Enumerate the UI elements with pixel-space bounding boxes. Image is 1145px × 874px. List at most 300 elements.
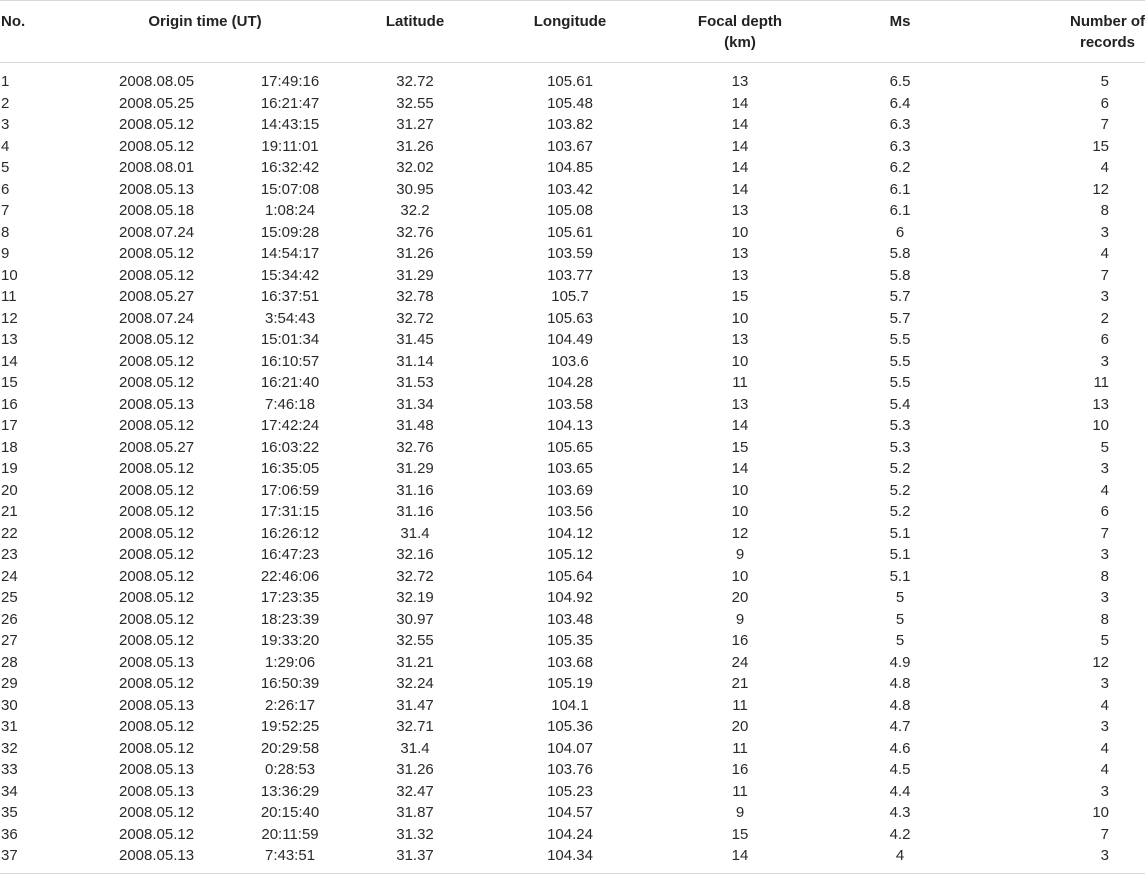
cell-records: 3: [1100, 288, 1110, 305]
cell-records: 8: [1100, 567, 1110, 585]
cell-time: 13:36:29: [260, 782, 320, 800]
cell-records: 4: [1100, 159, 1110, 176]
cell-latitude: 32.72: [396, 309, 434, 327]
cell-longitude: 104.57: [547, 804, 593, 821]
cell-no: 9: [1, 245, 10, 262]
cell-longitude: 103.68: [547, 653, 593, 671]
cell-latitude: 31.29: [396, 266, 434, 284]
cell-no: 8: [1, 223, 10, 241]
cell-records: 5: [1100, 73, 1110, 90]
cell-date: 2008.05.18: [119, 202, 195, 219]
cell-no: 29: [1, 675, 18, 692]
cell-date: 2008.07.24: [119, 309, 195, 327]
cell-focal-depth: 13: [731, 395, 749, 413]
cell-ms: 4.3: [889, 804, 911, 821]
cell-time: 16:50:39: [260, 675, 320, 692]
cell-latitude: 32.71: [396, 718, 434, 735]
cell-latitude: 31.32: [396, 825, 434, 843]
header-row: [0, 1, 1145, 63]
cell-ms: 5: [895, 632, 905, 649]
cell-latitude: 31.37: [350, 845, 480, 873]
cell-no: 14: [1, 352, 18, 370]
cell-date: 2008.05.12: [119, 374, 195, 391]
cell-longitude: 103.56: [547, 503, 593, 520]
cell-ms: 5.1: [889, 524, 911, 542]
cell-records: 2: [1100, 309, 1110, 327]
cell-no: 27: [1, 632, 18, 649]
cell-latitude: 32.76: [396, 223, 434, 241]
cell-time: 14:43:15: [260, 116, 320, 133]
cell-latitude: 30.97: [396, 610, 434, 628]
cell-ms: 4.9: [889, 653, 911, 671]
cell-no: 26: [1, 610, 18, 628]
cell-time: 20:29:58: [260, 739, 320, 757]
cell-ms: 5.3: [889, 438, 911, 456]
cell-records: 6: [1100, 503, 1110, 520]
table-row: [0, 243, 1145, 265]
table-row: [0, 286, 1145, 308]
cell-longitude: 105.65: [547, 438, 593, 456]
cell-ms: 6.3: [889, 137, 911, 155]
cell-focal-depth: 10: [731, 352, 749, 370]
table-row: [0, 372, 1145, 394]
cell-date: 2008.05.12: [119, 804, 195, 821]
cell-no: 18: [1, 438, 18, 456]
cell-no: 13: [1, 331, 18, 348]
cell-records: 3: [1100, 782, 1110, 800]
table-row: [0, 652, 1145, 674]
cell-time: 7:46:18: [264, 395, 316, 413]
cell-ms: 5.5: [889, 352, 911, 370]
cell-focal-depth: 13: [731, 73, 749, 90]
cell-ms: 6.1: [889, 202, 911, 219]
table-row: [0, 781, 1145, 803]
cell-records: 11: [1093, 374, 1110, 391]
cell-longitude: 105.64: [547, 567, 593, 585]
table-row: [0, 716, 1145, 738]
cell-focal-depth: 12: [731, 524, 749, 542]
cell-longitude: 105.61: [547, 73, 593, 90]
cell-latitude: 31.29: [396, 460, 434, 477]
cell-focal-depth: 11: [732, 782, 748, 800]
cell-ms: 6.1: [889, 180, 911, 198]
cell-no: 33: [1, 761, 18, 778]
cell-ms: 4.2: [889, 825, 911, 843]
cell-longitude: 104.85: [547, 159, 593, 176]
cell-time: 15:01:34: [260, 331, 320, 348]
cell-records: 7: [1100, 116, 1110, 133]
cell-records: 12: [1092, 180, 1110, 198]
cell-longitude: 104.12: [547, 524, 593, 542]
cell-latitude: 31.53: [396, 374, 434, 391]
cell-latitude: 31.4: [400, 524, 430, 542]
cell-latitude: 31.26: [396, 137, 434, 155]
cell-records: 13: [1092, 395, 1110, 413]
cell-no: 4: [1, 137, 10, 155]
cell-longitude: 103.59: [547, 245, 593, 262]
cell-no: 28: [1, 653, 18, 671]
cell-latitude: 31.27: [396, 116, 434, 133]
cell-date: 2008.05.27: [119, 438, 195, 456]
cell-latitude: 31.26: [396, 761, 434, 778]
cell-ms: 6.5: [889, 73, 911, 90]
cell-latitude: 32.19: [396, 589, 434, 606]
cell-ms: 5.7: [889, 309, 911, 327]
cell-longitude: 103.69: [547, 481, 593, 499]
cell-date: 2008.05.12: [119, 331, 195, 348]
cell-longitude: 105.36: [547, 718, 593, 735]
table-row: [0, 200, 1145, 222]
cell-focal-depth: 11: [732, 374, 748, 391]
cell-focal-depth: 15: [731, 288, 749, 305]
cell-latitude: 31.47: [396, 696, 434, 714]
cell-time: 17:23:35: [260, 589, 320, 606]
table-row: [0, 415, 1145, 437]
cell-latitude: 31.34: [396, 395, 434, 413]
cell-latitude: 32.55: [396, 94, 434, 112]
cell-ms: 5.8: [889, 245, 911, 262]
cell-date: 2008.05.12: [119, 460, 195, 477]
cell-time: 17:42:24: [260, 417, 320, 434]
cell-ms: 6: [895, 223, 905, 241]
cell-ms: 5.1: [889, 546, 911, 563]
cell-focal-depth: 14: [731, 159, 749, 176]
cell-longitude: 103.76: [547, 761, 593, 778]
table-row: [0, 93, 1145, 115]
table-row: [0, 308, 1145, 330]
cell-date: 2008.05.12: [119, 266, 195, 284]
cell-time: 20:15:40: [260, 804, 320, 821]
cell-time: 1:08:24: [264, 202, 316, 219]
cell-no: 20: [1, 481, 18, 499]
cell-focal-depth: 11: [732, 739, 748, 757]
cell-latitude: 31.45: [396, 331, 434, 348]
cell-records: 5: [1100, 438, 1110, 456]
cell-focal-depth: 13: [731, 245, 749, 262]
cell-time: 16:32:42: [260, 159, 320, 176]
cell-records: 15: [1092, 137, 1110, 155]
table-row: [0, 824, 1145, 846]
cell-ms: 5.2: [889, 460, 911, 477]
cell-ms: 5: [895, 610, 905, 628]
cell-focal-depth: 16: [731, 632, 749, 649]
cell-longitude: 105.23: [547, 782, 593, 800]
cell-no: 16: [1, 395, 18, 413]
cell-time: 3:54:43: [264, 309, 316, 327]
cell-records: 3: [1100, 718, 1110, 735]
cell-ms: 6.3: [889, 116, 911, 133]
cell-focal-depth: 16: [731, 761, 749, 778]
cell-focal-depth: 10: [731, 503, 749, 520]
cell-time: 22:46:06: [260, 567, 320, 585]
cell-longitude: 105.7: [551, 288, 589, 305]
cell-ms: 4.4: [889, 782, 911, 800]
cell-time: 19:52:25: [260, 718, 320, 735]
cell-no: 11: [1, 288, 17, 305]
cell-time: 15:07:08: [260, 180, 320, 198]
table-row: [0, 523, 1145, 545]
cell-longitude: 105.35: [547, 632, 593, 649]
cell-time: 1:29:06: [264, 653, 316, 671]
header-focal-depth-line2: (km): [724, 34, 756, 51]
cell-longitude: 105.08: [547, 202, 593, 219]
cell-records: 4: [1100, 696, 1110, 714]
cell-longitude: 105.48: [547, 94, 593, 112]
cell-ms: 5.7: [889, 288, 911, 305]
cell-no: 1: [1, 73, 10, 90]
cell-latitude: 32.2: [400, 202, 430, 219]
cell-time: 16:10:57: [260, 352, 320, 370]
cell-no: 25: [1, 589, 18, 606]
table-header: [0, 1, 1145, 63]
header-focal-depth: [660, 1, 820, 63]
cell-date: 2008.05.12: [119, 589, 195, 606]
cell-focal-depth: 13: [731, 202, 749, 219]
cell-focal-depth: 13: [731, 266, 749, 284]
cell-latitude: 32.72: [396, 73, 434, 90]
cell-no: 34: [1, 782, 18, 800]
cell-date: 2008.05.13: [119, 653, 195, 671]
cell-records: 4: [1100, 739, 1110, 757]
cell-focal-depth: 20: [731, 589, 749, 606]
cell-time: 16:47:23: [260, 546, 320, 563]
cell-latitude: 32.76: [396, 438, 434, 456]
cell-date: 2008.05.13: [119, 180, 195, 198]
table-row: [0, 458, 1145, 480]
header-focal-depth-line1: Focal depth: [697, 13, 783, 30]
cell-longitude: 103.77: [547, 266, 593, 284]
cell-latitude: 31.4: [400, 739, 430, 757]
cell-no: 22: [1, 524, 18, 542]
cell-latitude: 32.55: [396, 632, 434, 649]
cell-records: 3: [1100, 546, 1110, 563]
cell-longitude: 103.48: [547, 610, 593, 628]
cell-no: 15: [1, 374, 18, 391]
cell-no: 17: [1, 417, 18, 434]
table-row: [0, 394, 1145, 416]
cell-records: 8: [1100, 202, 1110, 219]
cell-records: 4: [1100, 761, 1110, 778]
cell-time: 16:21:40: [260, 374, 320, 391]
cell-time: 18:23:39: [260, 610, 320, 628]
cell-longitude: 104.28: [547, 374, 593, 391]
cell-focal-depth: 14: [731, 460, 749, 477]
cell-time: 2:26:17: [264, 696, 316, 714]
table-row: [0, 179, 1145, 201]
cell-date: 2008.05.13: [119, 761, 195, 778]
cell-latitude: 31.26: [396, 245, 434, 262]
cell-records: 4: [1100, 481, 1110, 499]
cell-date: 2008.05.12: [119, 503, 195, 520]
cell-ms: 5.8: [889, 266, 911, 284]
cell-records: 4: [1100, 245, 1110, 262]
cell-no: 35: [1, 804, 18, 821]
cell-focal-depth: 21: [731, 675, 749, 692]
cell-date: 2008.05.12: [119, 675, 195, 692]
cell-no: 21: [1, 503, 18, 520]
cell-no: 12: [1, 309, 18, 327]
cell-focal-depth: 10: [731, 567, 749, 585]
cell-ms: 5.5: [889, 331, 911, 348]
cell-records: 3: [1100, 352, 1110, 370]
cell-time: 17:49:16: [260, 73, 320, 90]
cell-date: 2008.05.13: [119, 395, 195, 413]
cell-no: 19: [1, 460, 18, 477]
cell-date: 2008.05.12: [119, 116, 195, 133]
cell-focal-depth: 20: [731, 718, 749, 735]
table-row: [0, 265, 1145, 287]
cell-date: 2008.05.12: [119, 825, 195, 843]
cell-date: 2008.05.12: [119, 481, 195, 499]
cell-longitude: 104.07: [547, 739, 593, 757]
cell-longitude: 104.34: [480, 845, 660, 873]
cell-longitude: 105.19: [547, 675, 593, 692]
header-ms: Ms: [820, 1, 980, 63]
cell-records: 3: [1100, 589, 1110, 606]
cell-date: 2008.05.12: [119, 417, 195, 434]
cell-records: 3: [1100, 460, 1110, 477]
cell-records: 7: [1100, 524, 1110, 542]
table-row: [0, 673, 1145, 695]
cell-date: 2008.08.05: [119, 73, 195, 90]
table-row: [0, 222, 1145, 244]
cell-focal-depth: 10: [731, 309, 749, 327]
cell-ms: 6.4: [889, 94, 911, 112]
table-row: [0, 329, 1145, 351]
header-records-line2: records: [1080, 34, 1136, 51]
cell-focal-depth: 10: [731, 481, 749, 499]
cell-no: 31: [1, 718, 18, 735]
cell-focal-depth: 9: [735, 546, 745, 563]
cell-date: 2008.05.12: [119, 718, 195, 735]
cell-no: 10: [1, 266, 18, 284]
table-row: [0, 437, 1145, 459]
cell-no: 5: [1, 159, 10, 176]
cell-ms: 5: [895, 589, 905, 606]
cell-longitude: 104.24: [547, 825, 593, 843]
cell-focal-depth: 15: [731, 825, 749, 843]
cell-date: 2008.05.12: [119, 739, 195, 757]
cell-time: 16:37:51: [260, 288, 320, 305]
cell-time: 7:43:51: [230, 845, 350, 873]
cell-ms: 5.1: [889, 567, 911, 585]
cell-time: 16:35:05: [260, 460, 320, 477]
cell-no: 32: [1, 739, 18, 757]
cell-longitude: 104.92: [547, 589, 593, 606]
header-origin-time: Origin time (UT): [60, 1, 350, 63]
cell-latitude: 31.48: [396, 417, 434, 434]
cell-no: 36: [1, 825, 18, 843]
cell-records: 3: [980, 845, 1145, 873]
header-latitude: Latitude: [350, 1, 480, 63]
cell-ms: 6.2: [889, 159, 911, 176]
table-row: [0, 136, 1145, 158]
cell-records: 6: [1100, 331, 1110, 348]
cell-records: 3: [1100, 223, 1110, 241]
cell-longitude: 105.63: [547, 309, 593, 327]
header-longitude: Longitude: [480, 1, 660, 63]
cell-latitude: 31.14: [396, 352, 434, 370]
cell-ms: 4.8: [889, 675, 911, 692]
cell-ms: 4.8: [889, 696, 911, 714]
cell-date: 2008.05.12: [119, 137, 195, 155]
table-row: [0, 845, 1145, 873]
cell-latitude: 31.21: [396, 653, 434, 671]
cell-focal-depth: 14: [660, 845, 820, 873]
cell-ms: 5.2: [889, 503, 911, 520]
cell-date: 2008.05.13: [119, 696, 195, 714]
table-row: [0, 114, 1145, 136]
cell-date: 2008.05.12: [119, 352, 195, 370]
cell-records: 3: [1100, 675, 1110, 692]
cell-longitude: 103.82: [547, 116, 593, 133]
cell-latitude: 32.16: [396, 546, 434, 563]
cell-focal-depth: 10: [731, 223, 749, 241]
cell-time: 15:09:28: [260, 223, 320, 241]
cell-time: 16:26:12: [260, 524, 320, 542]
cell-records: 6: [1100, 94, 1110, 112]
cell-date: 2008.05.13: [60, 845, 230, 873]
cell-longitude: 105.61: [547, 223, 593, 241]
cell-latitude: 30.95: [396, 180, 434, 198]
cell-latitude: 32.47: [396, 782, 434, 800]
cell-longitude: 104.13: [547, 417, 593, 434]
cell-time: 16:03:22: [260, 438, 320, 456]
cell-records: 8: [1100, 610, 1110, 628]
table-row: [0, 351, 1145, 373]
cell-ms: 4.5: [889, 761, 911, 778]
cell-time: 17:06:59: [260, 481, 320, 499]
cell-latitude: 32.72: [396, 567, 434, 585]
cell-date: 2008.07.24: [119, 223, 195, 241]
cell-longitude: 103.6: [551, 352, 589, 370]
cell-date: 2008.05.27: [119, 288, 195, 305]
cell-focal-depth: 13: [731, 331, 749, 348]
cell-no: 37: [0, 845, 60, 873]
cell-focal-depth: 9: [735, 804, 745, 821]
cell-focal-depth: 14: [731, 417, 749, 434]
cell-longitude: 103.42: [547, 180, 593, 198]
cell-focal-depth: 14: [731, 137, 749, 155]
table-row: [0, 695, 1145, 717]
cell-focal-depth: 14: [731, 94, 749, 112]
cell-focal-depth: 11: [732, 696, 748, 714]
cell-records: 10: [1092, 417, 1110, 434]
cell-longitude: 104.49: [547, 331, 593, 348]
table-row: [0, 501, 1145, 523]
header-records: [980, 1, 1145, 63]
cell-time: 19:11:01: [261, 137, 319, 155]
table-row: [0, 480, 1145, 502]
cell-ms: 4: [820, 845, 980, 873]
cell-records: 12: [1092, 653, 1110, 671]
cell-time: 16:21:47: [260, 94, 320, 112]
cell-latitude: 32.78: [396, 288, 434, 305]
cell-no: 7: [1, 202, 10, 219]
cell-ms: 4.6: [889, 739, 911, 757]
cell-focal-depth: 15: [731, 438, 749, 456]
cell-no: 30: [1, 696, 18, 714]
table-row: [0, 63, 1145, 93]
cell-no: 24: [1, 567, 18, 585]
cell-date: 2008.05.12: [119, 567, 195, 585]
cell-time: 14:54:17: [260, 245, 320, 262]
header-records-line1: Number of: [1070, 13, 1145, 30]
cell-date: 2008.05.12: [119, 524, 195, 542]
cell-latitude: 32.24: [396, 675, 434, 692]
table-row: [0, 630, 1145, 652]
cell-date: 2008.08.01: [119, 159, 195, 176]
